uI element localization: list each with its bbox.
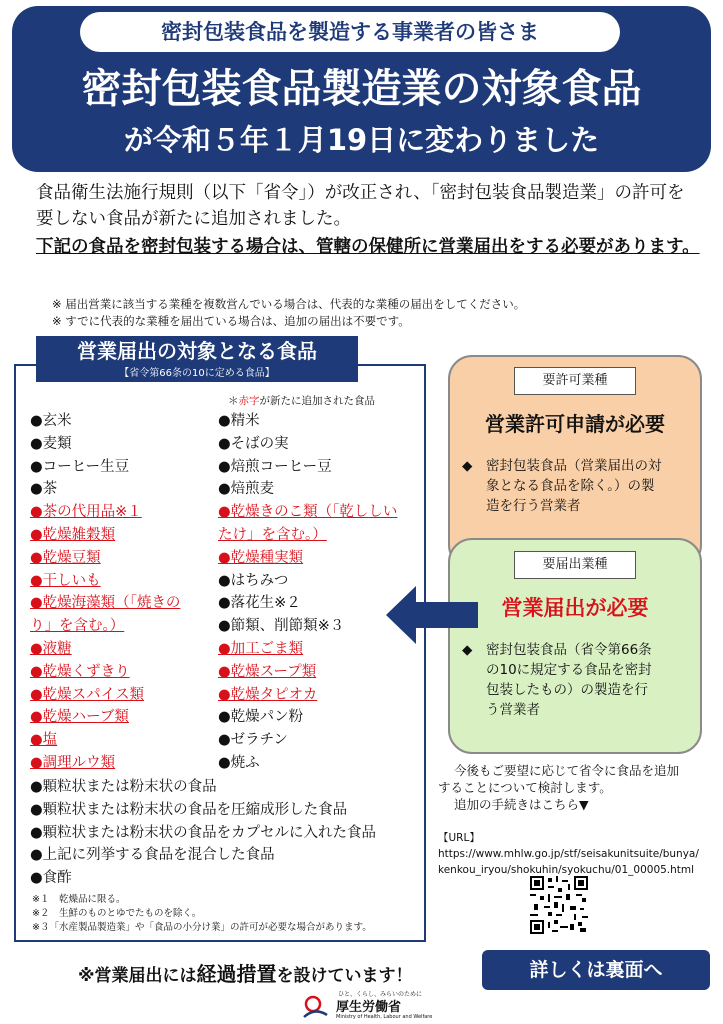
notify-bullet: ◆	[462, 642, 473, 658]
food-list-item: ●上記に列挙する食品を混合した食品	[30, 847, 275, 864]
page-title: 密封包装食品製造業の対象食品	[81, 66, 642, 112]
food-list-item: ●精米	[218, 413, 260, 429]
intro-requirement: 下記の食品を密封包装する場合は、管轄の保健所に営業届出をする必要があります。	[36, 237, 700, 257]
food-list-item: ●落花生※２	[218, 595, 301, 612]
header-audience-pill: 密封包装食品を製造する事業者の皆さま	[80, 12, 620, 52]
mhlw-logo-icon	[300, 993, 330, 1021]
logo-name: 厚生労働省	[336, 1000, 402, 1015]
food-list-item: ●節類、削節類※３	[218, 618, 345, 635]
page-subtitle: が令和５年１月19日に変わりました	[123, 123, 600, 157]
permit-description: 密封包装食品（営業届出の対 象となる食品を除く。）の製 造を行う営業者	[486, 458, 662, 514]
food-list-item: ●乾燥くずきり	[30, 663, 130, 680]
food-list-subtitle: 【省令第66条の10に定める食品】	[36, 366, 358, 382]
future-additions-text: 今後もご要望に応じて省令に食品を追加 することについて検討します。 追加の手続きはこちら▼	[438, 763, 680, 812]
food-list-item: ●乾燥スパイス類	[30, 686, 145, 703]
food-list-item: ●麦類	[30, 435, 72, 452]
food-list-item: ●加工ごま類	[218, 640, 304, 657]
food-list-item: ●乾燥豆類	[30, 549, 101, 566]
food-list-item: ●乾燥雑穀類	[30, 526, 116, 543]
notify-heading: 営業届出が必要	[501, 596, 649, 620]
intro-text: 食品衛生法施行規則（以下「省令」）が改正され、「密封包装食品製造業」の許可を要しない食品が新たに追加されました。	[36, 183, 685, 229]
food-list-item: ●はちみつ	[218, 572, 289, 589]
food-list-item: ●乾燥パン粉	[218, 709, 304, 726]
intro-notes	[52, 296, 692, 330]
food-list-item: ●焼ふ	[218, 754, 260, 771]
food-list-item: ●顆粒状または粉末状の食品	[30, 779, 217, 795]
food-list-item: ●乾燥きのこ類（「乾ししい	[218, 504, 398, 521]
food-list-item: ●乾燥海藻類（「焼きの	[30, 595, 181, 612]
food-list-item: ●焙煎コーヒー豆	[218, 458, 332, 475]
logo-tagline: ひと、くらし、みらいのために	[338, 991, 423, 998]
notify-tag: 要届出業種	[514, 551, 636, 579]
footnote: ※３「水産製品製造業」や「食品の小分け業」の許可が必要な場合があります。	[32, 922, 372, 933]
food-list-item: ●ゼラチン	[218, 732, 288, 749]
food-list-item: ●玄米	[30, 413, 72, 429]
logo-english: Ministry of Health, Labour and Welfare	[336, 1014, 433, 1020]
food-list-item: ●焙煎麦	[218, 481, 275, 498]
food-list-full-width	[30, 776, 376, 890]
food-list-item: ●コーヒー生豆	[30, 458, 130, 475]
url-link[interactable]: https://www.mhlw.go.jp/stf/seisakunitsuite/bunya/ kenkou_iryou/shokuhin/syokuchu/01_00005.html	[438, 848, 699, 876]
food-list-item: ●茶	[30, 481, 58, 498]
food-list-item: ●調理ルウ類	[30, 754, 116, 771]
permit-bullet: ◆	[462, 458, 473, 474]
food-list-item: ●塩	[30, 732, 58, 749]
food-list-item: ●干しいも	[30, 572, 101, 589]
footnote: ※１ 乾燥品に限る。	[32, 894, 126, 905]
note-1: ※ 届出営業に該当する業種を複数営んでいる場合は、代表的な業種の届出をしてください。	[52, 297, 526, 311]
see-back-button[interactable]: 詳しくは裏面へ	[482, 950, 710, 990]
permit-heading: 営業許可申請が必要	[485, 412, 665, 436]
food-list-item: り」を含む。）	[30, 618, 125, 635]
food-list-left-column	[30, 410, 180, 775]
transition-notice: ※営業届出には経過措置を設けています！	[78, 962, 413, 986]
url-block	[438, 830, 718, 878]
food-list-item: ●乾燥タピオカ	[218, 686, 318, 703]
food-list-item: たけ」を含む。）	[218, 526, 327, 543]
permit-tag: 要許可業種	[514, 367, 636, 395]
food-list-item: ●そばの実	[218, 435, 289, 452]
food-list-item: ●食酢	[30, 870, 72, 887]
food-list-item: ●乾燥ハーブ類	[30, 709, 129, 726]
food-list-right-column	[218, 410, 397, 775]
note-2: ※ すでに代表的な業種を届出ている場合は、追加の届出は不要です。	[52, 314, 410, 328]
footnote: ※２ 生鮮のものとゆでたものを除く。	[32, 908, 202, 919]
food-list-item: ●顆粒状または粉末状の食品を圧縮成形した食品	[30, 801, 348, 818]
food-list-item: ●顆粒状または粉末状の食品をカプセルに入れた食品	[30, 824, 377, 841]
footnotes	[32, 893, 372, 935]
food-list-title: 営業届出の対象となる食品	[36, 336, 358, 366]
arrow-left-icon	[386, 586, 478, 644]
food-list-item: ●液糖	[30, 640, 72, 657]
url-label: 【URL】	[438, 832, 480, 844]
notify-description: 密封包装食品（省令第66条 の10に規定する食品を密封 包装したもの）の製造を行 う営業者	[486, 642, 652, 718]
food-list-item: ●茶の代用品※１	[30, 504, 142, 521]
qr-code-icon[interactable]	[530, 876, 588, 934]
food-list-item: ●乾燥種実類	[218, 549, 304, 566]
food-list-item: ●乾燥スープ類	[218, 663, 317, 680]
red-text-legend: ＊赤字が新たに追加された食品	[228, 395, 375, 407]
